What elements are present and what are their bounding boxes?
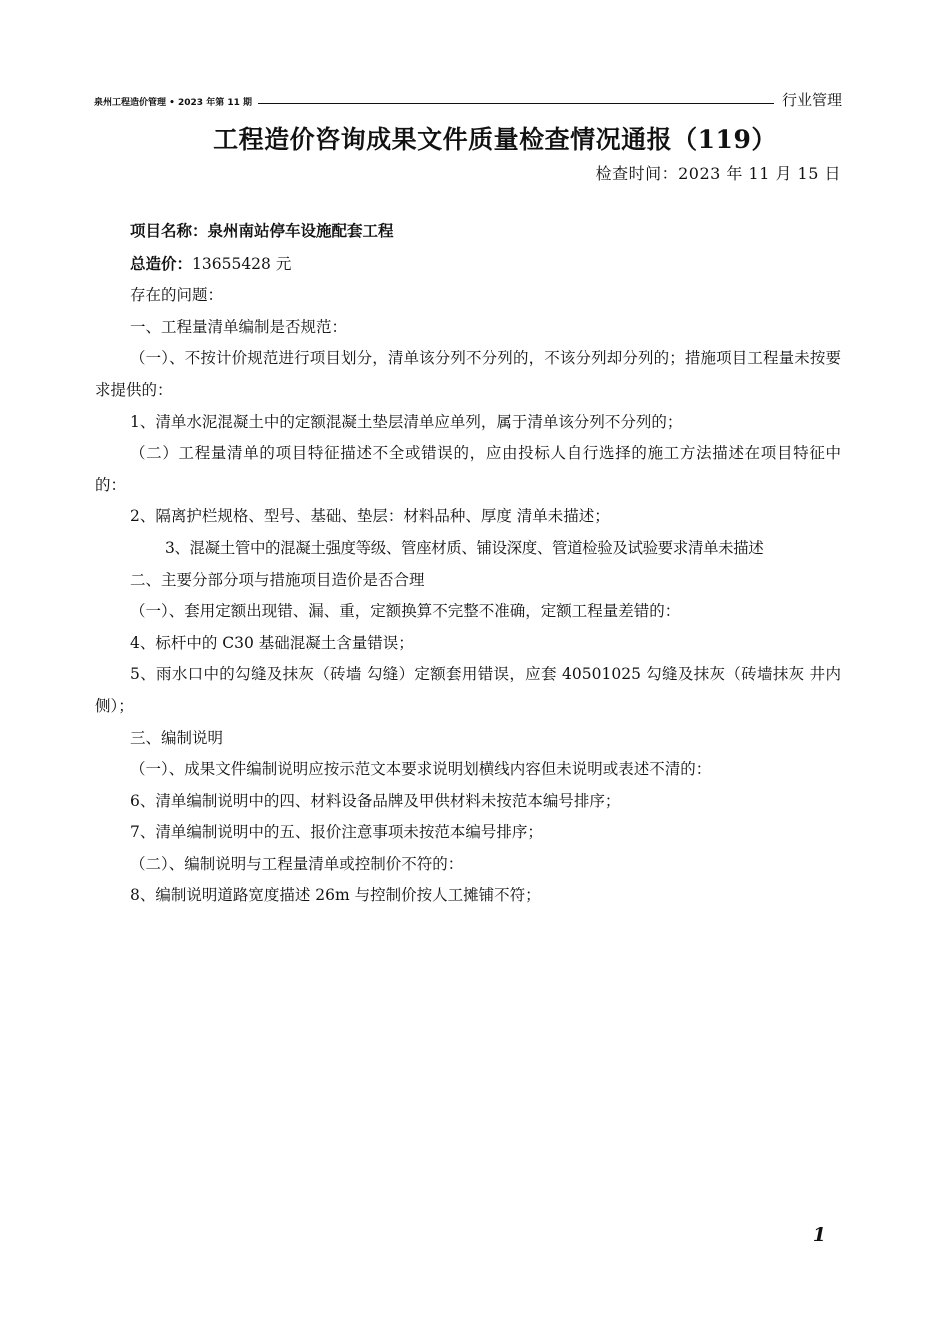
section-3-item-2-criteria: （二）、编制说明与工程量清单或控制价不符的： (130, 854, 464, 873)
issue-2: 2、隔离护栏规格、型号、基础、垫层：材料品种、厚度 清单未描述； (130, 507, 610, 526)
issues-heading: 存在的问题： (130, 286, 224, 305)
section-1-item-1-criteria: （一）、不按计价规范进行项目划分，清单该分列不分列的，不该分列却分列的；措施项目工程量未按要求提供的： (95, 349, 841, 399)
project-name-label: 项目名称： (130, 221, 208, 240)
issue-3: 3、混凝土管中的混凝土强度等级、管座材质、铺设深度、管道检验及试验要求清单未描述 (165, 538, 764, 557)
section-1-heading: 一、工程量清单编制是否规范： (130, 317, 348, 336)
total-cost-value: 13655428 元 (192, 254, 292, 273)
section-3-heading: 三、编制说明 (130, 728, 224, 747)
header-rule (258, 103, 774, 104)
issue-6: 6、清单编制说明中的四、材料设备品牌及甲供材料未按范本编号排序； (130, 791, 621, 810)
running-header (94, 88, 842, 110)
issue-7: 7、清单编制说明中的五、报价注意事项未按范本编号排序； (130, 823, 543, 842)
issue-1: 1、清单水泥混凝土中的定额混凝土垫层清单应单列，属于清单该分列不分列的； (130, 412, 683, 431)
project-name-line (95, 215, 841, 248)
issue-5: 5、雨水口中的勾缝及抹灰（砖墙 勾缝）定额套用错误，应套 40501025 勾缝及抹灰（砖墙抹灰 井内侧）； (95, 665, 841, 715)
issue-4: 4、标杆中的 C30 基础混凝土含量错误； (130, 633, 414, 652)
report-body (95, 215, 841, 912)
issue-8: 8、编制说明道路宽度描述 26m 与控制价按人工摊铺不符； (130, 886, 541, 905)
section-3-item-1-criteria: （一）、成果文件编制说明应按示范文本要求说明划横线内容但未说明或表述不清的： (130, 760, 712, 779)
page-number: 1 (812, 1224, 826, 1246)
section-2-item-1-criteria: （一）、套用定额出现错、漏、重，定额换算不完整不准确，定额工程量差错的： (130, 602, 681, 621)
check-date: 检查时间：2023 年 11 月 15 日 (595, 164, 841, 183)
project-name-value: 泉州南站停车设施配套工程 (207, 221, 394, 240)
section-2-heading: 二、主要分部分项与措施项目造价是否合理 (130, 570, 425, 589)
total-cost-label: 总造价： (130, 253, 193, 273)
page-title: 工程造价咨询成果文件质量检查情况通报（119） (213, 125, 777, 154)
header-section: 行业管理 (781, 91, 842, 109)
total-cost-line (95, 248, 841, 281)
section-1-item-2-criteria: （二）工程量清单的项目特征描述不全或错误的，应由投标人自行选择的施工方法描述在项目特征中的： (95, 444, 841, 494)
header-publication: 泉州工程造价管理 • 2023 年第 11 期 (94, 98, 252, 108)
